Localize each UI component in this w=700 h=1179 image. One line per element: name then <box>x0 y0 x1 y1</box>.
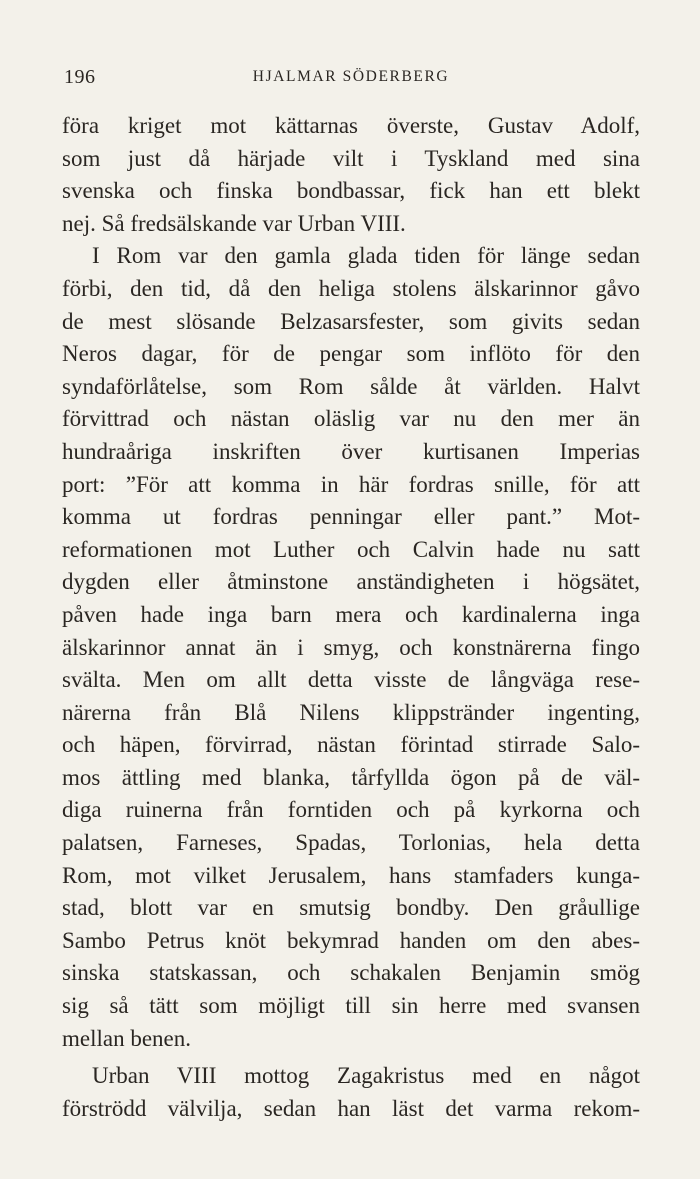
text-line: reformationen mot Luther och Calvin hade nu satt <box>62 536 640 562</box>
text-line: sig så tätt som möjligt till sin herre med svansen <box>62 993 640 1019</box>
paragraph <box>62 240 640 1055</box>
text-line: syndaförlåtelse, som Rom sålde åt världen. Halvt <box>62 373 640 399</box>
page-header <box>64 66 638 96</box>
body-text <box>62 110 640 1125</box>
text-line: förvittrad och nästan oläslig var nu den mer än <box>62 406 640 432</box>
paragraph <box>62 110 640 240</box>
page-number: 196 <box>64 66 96 88</box>
text-line: Sambo Petrus knöt bekymrad handen om den abes- <box>62 927 640 953</box>
text-line: Neros dagar, för de pengar som inflöto för den <box>62 341 640 367</box>
text-line: nej. Så fredsälskande var Urban VIII. <box>62 210 406 236</box>
text-line: svälta. Men om allt detta visste de långväga rese- <box>62 667 640 693</box>
text-line: sinska statskassan, och schakalen Benjamin smög <box>62 960 640 986</box>
running-head: HJALMAR SÖDERBERG <box>252 68 450 85</box>
text-line: I Rom var den gamla glada tiden för länge sedan <box>92 243 640 269</box>
text-line: förbi, den tid, då den heliga stolens älskarinnor gåvo <box>62 275 640 301</box>
paragraph <box>62 1060 640 1125</box>
text-line: svenska och finska bondbassar, fick han ett blekt <box>62 178 640 204</box>
text-line: komma ut fordras penningar eller pant.” Mot- <box>62 504 640 530</box>
text-line: förströdd välvilja, sedan han läst det varma rekom- <box>62 1095 640 1121</box>
text-line: stad, blott var en smutsig bondby. Den gråullige <box>62 895 640 921</box>
text-line: mos ättling med blanka, tårfyllda ögon på de väl- <box>62 764 640 790</box>
text-line: diga ruinerna från forntiden och på kyrkorna och <box>62 797 640 823</box>
text-line: Urban VIII mottog Zagakristus med en något <box>92 1063 640 1089</box>
text-line: de mest slösande Belzasarsfester, som givits sedan <box>62 308 640 334</box>
text-line: Rom, mot vilket Jerusalem, hans stamfaders kunga- <box>62 862 640 888</box>
text-line: påven hade inga barn mera och kardinalerna inga <box>62 601 640 627</box>
text-line: palatsen, Farneses, Spadas, Torlonias, hela detta <box>62 830 640 856</box>
text-line: och häpen, förvirrad, nästan förintad stirrade Salo- <box>62 732 640 758</box>
text-line: dygden eller åtminstone anständigheten i högsätet, <box>62 569 640 595</box>
text-line: föra kriget mot kättarnas överste, Gustav Adolf, <box>62 113 640 138</box>
text-line: älskarinnor annat än i smyg, och konstnärerna fingo <box>62 634 640 660</box>
text-line: hundraåriga inskriften över kurtisanen Imperias <box>62 438 640 464</box>
text-line: mellan benen. <box>62 1025 192 1051</box>
text-line: port: ”För att komma in här fordras snille, för att <box>62 471 640 497</box>
text-line: som just då härjade vilt i Tyskland med sina <box>62 145 640 171</box>
text-line: närerna från Blå Nilens klippstränder ingenting, <box>62 699 640 725</box>
